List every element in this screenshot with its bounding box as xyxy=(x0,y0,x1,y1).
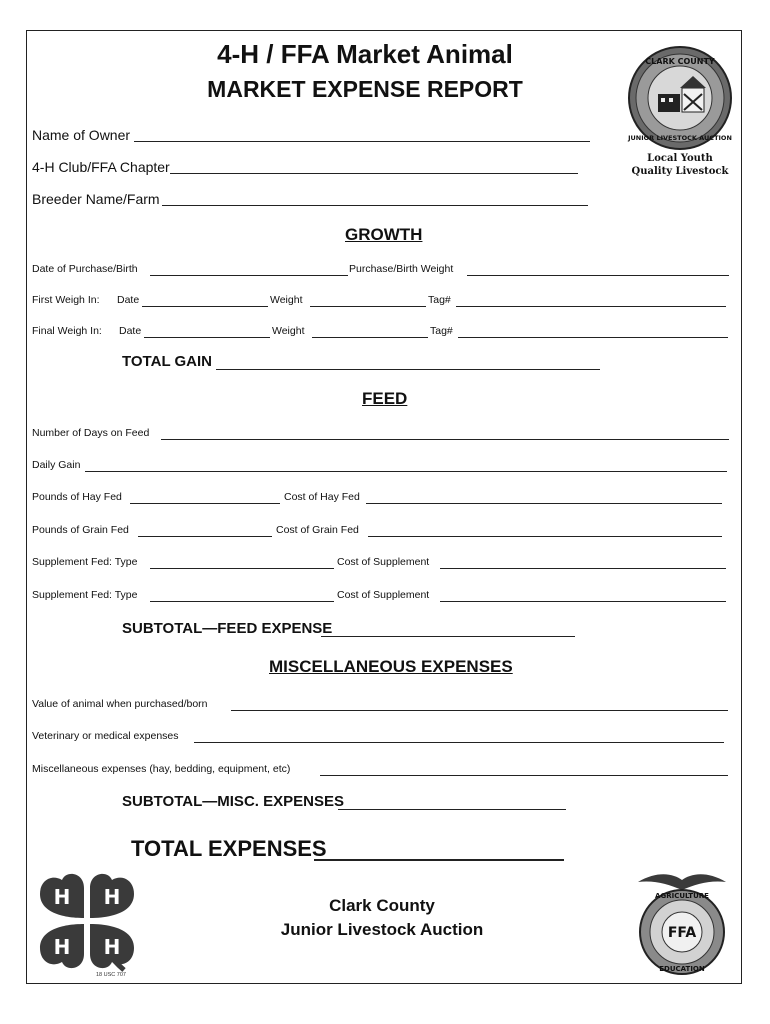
first-weigh-label: First Weigh In: xyxy=(32,294,100,306)
breeder-field[interactable] xyxy=(162,205,588,206)
feed-subtotal-field[interactable] xyxy=(321,636,575,637)
daily-gain-label: Daily Gain xyxy=(32,459,81,471)
daily-gain-field[interactable] xyxy=(85,471,727,472)
total-gain-label: TOTAL GAIN xyxy=(122,353,212,370)
footer-org-line2: Junior Livestock Auction xyxy=(280,920,484,939)
ffa-text: FFA xyxy=(667,925,697,941)
form-title: 4-H / FFA Market Animal xyxy=(217,39,513,69)
svg-text:CLARK COUNTY: CLARK COUNTY xyxy=(645,57,715,66)
supplement-type-field-2[interactable] xyxy=(150,601,334,602)
logo-motto-line2: Quality Livestock xyxy=(631,166,729,177)
days-on-feed-label: Number of Days on Feed xyxy=(32,427,150,439)
grain-cost-label: Cost of Grain Fed xyxy=(276,524,359,536)
grain-cost-field[interactable] xyxy=(368,536,722,537)
purchase-weight-label: Purchase/Birth Weight xyxy=(349,263,454,275)
first-weigh-weight-field[interactable] xyxy=(310,306,426,307)
svg-text:H: H xyxy=(103,935,121,959)
first-weigh-tag-label: Tag# xyxy=(428,294,451,306)
final-weigh-date-field[interactable] xyxy=(144,337,270,338)
total-expenses-field[interactable] xyxy=(314,859,564,861)
hay-cost-label: Cost of Hay Fed xyxy=(284,491,360,503)
hay-fed-field[interactable] xyxy=(130,503,280,504)
svg-text:H: H xyxy=(53,935,71,959)
ffa-ring-bottom: EDUCATION xyxy=(659,965,705,973)
supplement-type-field-1[interactable] xyxy=(150,568,334,569)
misc-expenses-label: Miscellaneous expenses (hay, bedding, equipment, etc) xyxy=(32,763,291,775)
final-weigh-tag-label: Tag# xyxy=(430,325,453,337)
svg-text:H: H xyxy=(103,885,121,909)
animal-value-label: Value of animal when purchased/born xyxy=(32,698,208,710)
misc-subtotal-field[interactable] xyxy=(338,809,566,810)
supplement-type-label-2: Supplement Fed: Type xyxy=(32,589,138,601)
final-weigh-weight-label: Weight xyxy=(272,325,305,337)
breeder-label: Breeder Name/Farm xyxy=(32,191,160,207)
grain-fed-label: Pounds of Grain Fed xyxy=(32,524,129,536)
final-weigh-weight-field[interactable] xyxy=(312,337,428,338)
misc-heading: MISCELLANEOUS EXPENSES xyxy=(269,657,513,676)
final-weigh-tag-field[interactable] xyxy=(458,337,728,338)
vet-expenses-field[interactable] xyxy=(194,742,724,743)
logo-motto-line1: Local Youth xyxy=(647,153,713,164)
days-on-feed-field[interactable] xyxy=(161,439,729,440)
owner-name-label: Name of Owner xyxy=(32,127,131,143)
first-weigh-date-label: Date xyxy=(117,294,140,306)
first-weigh-weight-label: Weight xyxy=(270,294,303,306)
total-expenses-label: TOTAL EXPENSES xyxy=(131,836,327,861)
supplement-cost-label-1: Cost of Supplement xyxy=(337,556,430,568)
date-purchase-field[interactable] xyxy=(150,275,348,276)
four-h-clover-icon xyxy=(32,866,142,982)
clark-county-seal-icon xyxy=(624,44,736,152)
hay-fed-label: Pounds of Hay Fed xyxy=(32,491,122,503)
clover-caption: 18 USC 707 xyxy=(96,972,126,978)
supplement-cost-field-1[interactable] xyxy=(440,568,726,569)
ffa-emblem-icon xyxy=(634,868,730,976)
svg-text:H: H xyxy=(53,885,71,909)
hay-cost-field[interactable] xyxy=(366,503,722,504)
supplement-cost-label-2: Cost of Supplement xyxy=(337,589,430,601)
ffa-ring-top: AGRICULTURE xyxy=(655,892,709,900)
final-weigh-label: Final Weigh In: xyxy=(32,325,102,337)
club-chapter-label: 4-H Club/FFA Chapter xyxy=(32,159,170,175)
misc-expenses-field[interactable] xyxy=(320,775,728,776)
owner-name-field[interactable] xyxy=(134,141,590,142)
first-weigh-tag-field[interactable] xyxy=(456,306,726,307)
club-chapter-field[interactable] xyxy=(170,173,578,174)
final-weigh-date-label: Date xyxy=(119,325,142,337)
feed-heading: FEED xyxy=(362,389,408,408)
date-purchase-label: Date of Purchase/Birth xyxy=(32,263,138,275)
grain-fed-field[interactable] xyxy=(138,536,272,537)
vet-expenses-label: Veterinary or medical expenses xyxy=(32,730,179,742)
growth-heading: GROWTH xyxy=(345,225,423,244)
first-weigh-date-field[interactable] xyxy=(142,306,268,307)
footer-org-line1: Clark County xyxy=(329,896,435,915)
supplement-type-label-1: Supplement Fed: Type xyxy=(32,556,138,568)
total-gain-field[interactable] xyxy=(216,369,600,370)
supplement-cost-field-2[interactable] xyxy=(440,601,726,602)
purchase-weight-field[interactable] xyxy=(467,275,729,276)
svg-text:JUNIOR LIVESTOCK AUCTION: JUNIOR LIVESTOCK AUCTION xyxy=(628,134,732,142)
misc-subtotal-label: SUBTOTAL—MISC. EXPENSES xyxy=(122,793,344,810)
form-subtitle: MARKET EXPENSE REPORT xyxy=(207,76,523,102)
feed-subtotal-label: SUBTOTAL—FEED EXPENSE xyxy=(122,620,333,637)
animal-value-field[interactable] xyxy=(231,710,728,711)
